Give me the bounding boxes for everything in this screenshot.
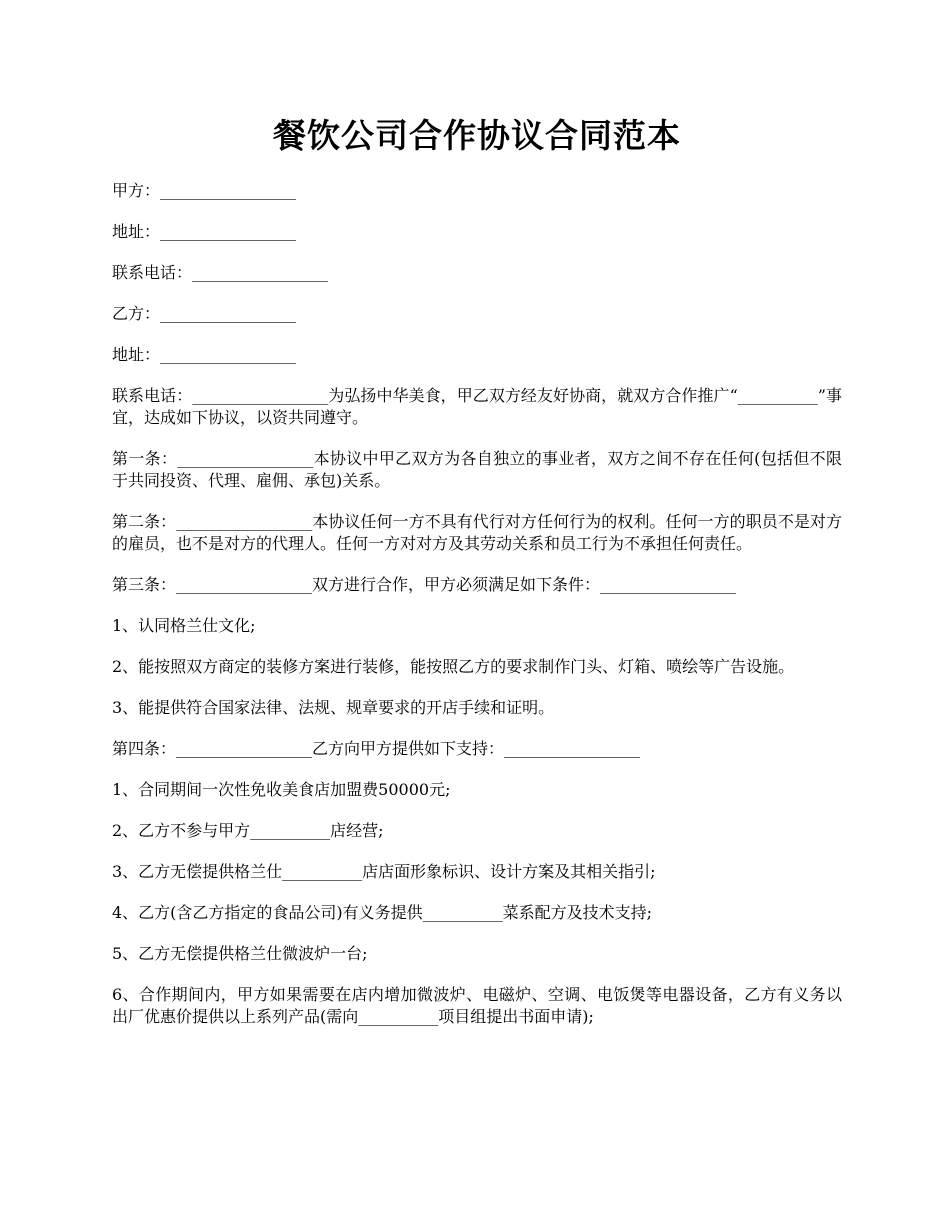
article-3-item-3: 3、能提供符合国家法律、法规、规章要求的开店手续和证明。: [112, 698, 555, 717]
article-4-paragraph: 第四条：_________________乙方向甲方提供如下支持：_________________: [112, 739, 641, 758]
article-4-item-4: 4、乙方(含乙方指定的食品公司)有义务提供__________菜系配方及技术支持;: [112, 903, 653, 922]
article-4-item-1: 1、合同期间一次性免收美食店加盟费50000元;: [112, 780, 451, 799]
article-1-paragraph: 第一条：_________________本协议中甲乙双方为各自独立的事业者，双方之间不存在任何(包括但不限于共同投资、代理、雇佣、承包)关系。: [112, 449, 842, 490]
article-4-item-5: 5、乙方无偿提供格兰仕微波炉一台;: [112, 944, 368, 963]
article-4-item-6: 6、合作期间内，甲方如果需要在店内增加微波炉、电磁炉、空调、电饭煲等电器设备，乙方有义务以出厂优惠价提供以上系列产品(需向__________项目组提出书面申请);: [112, 985, 842, 1026]
article-3-paragraph: 第三条：_________________双方进行合作，甲方必须满足如下条件：_________________: [112, 575, 737, 594]
article-3-item-1: 1、认同格兰仕文化;: [112, 616, 256, 635]
article-2-paragraph: 第二条：_________________本协议任何一方不具有代行对方任何行为的权利。任何一方的职员不是对方的雇员，也不是对方的代理人。任何一方对对方及其劳动关系和员工行为不承担任何责任。: [112, 512, 842, 553]
party-b-line: 乙方：_________________: [112, 304, 297, 323]
party-a-line: 甲方：_________________: [112, 181, 297, 200]
party-b-address-line: 地址：_________________: [112, 345, 297, 364]
article-4-item-2: 2、乙方不参与甲方__________店经营;: [112, 821, 384, 840]
article-3-item-2: 2、能按照双方商定的装修方案进行装修，能按照乙方的要求制作门头、灯箱、喷绘等广告设施。: [112, 657, 795, 676]
article-4-item-3: 3、乙方无偿提供格兰仕__________店店面形象标识、设计方案及其相关指引;: [112, 862, 656, 881]
party-a-address-line: 地址：_________________: [112, 222, 297, 241]
preamble-paragraph: 联系电话：_________________为弘扬中华美食，甲乙双方经友好协商，就双方合作推广“__________”事宜，达成如下协议，以资共同遵守。: [112, 386, 842, 427]
contract-page: [112, 0, 842, 1028]
document-title: 餐饮公司合作协议合同范本: [273, 116, 681, 155]
party-a-phone-line: 联系电话：_________________: [112, 263, 329, 282]
